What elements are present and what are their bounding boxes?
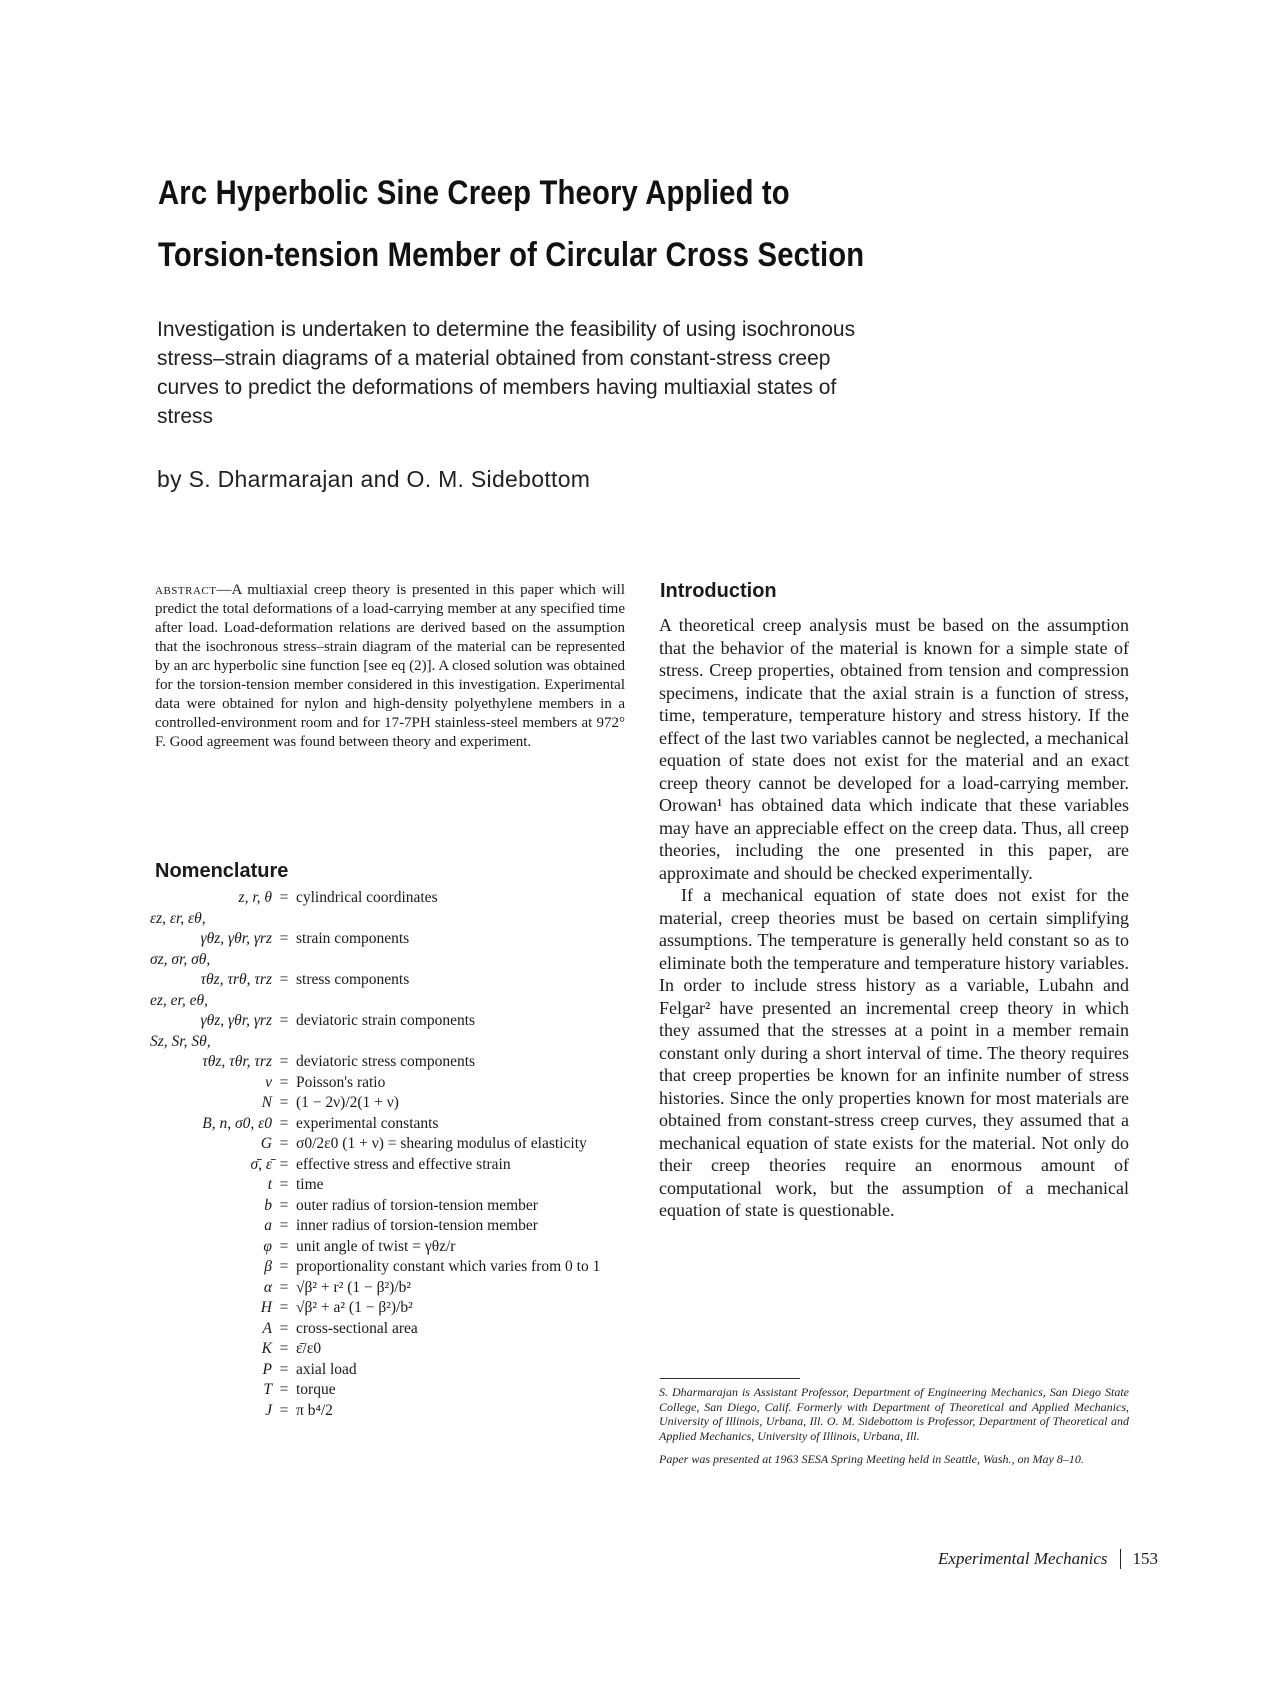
- nomenclature-symbol: γθz, γθr, γrz: [200, 1012, 272, 1029]
- nomenclature-definition: inner radius of torsion-tension member: [296, 1217, 538, 1234]
- nomenclature-row: [150, 1380, 628, 1401]
- nomenclature-row: [150, 1339, 628, 1360]
- nomenclature-row: [150, 1052, 628, 1073]
- nomenclature-row: [150, 1257, 628, 1278]
- presentation-footnote: Paper was presented at 1963 SESA Spring Meeting held in Seattle, Wash., on May 8–10.: [659, 1452, 1084, 1466]
- introduction-body: [659, 614, 1129, 1222]
- nomenclature-row: [150, 1237, 628, 1258]
- abstract-text: —A multiaxial creep theory is presented in this paper which will predict the total deformations of a load-carrying member at any specified time after load. Load-deformation relations are derived based on the assumption that the isochronous stress–strain diagram of the material can be represented by an arc hyperbolic sine function [see eq (2)]. A closed solution was obtained for the torsion-tension member considered in this investigation. Experimental data were obtained for nylon and high-density polyethylene members in a controlled-environment room and for 17-7PH stainless-steel members at 972° F. Good agreement was found between theory and experiment.: [155, 582, 625, 750]
- nomenclature-definition: effective stress and effective strain: [296, 1155, 511, 1173]
- title-line-1: Arc Hyperbolic Sine Creep Theory Applied to: [158, 174, 790, 212]
- nomenclature-row: [150, 1360, 628, 1381]
- nomenclature-symbol: T: [263, 1381, 272, 1398]
- nomenclature-definition: ε̄/ε0: [296, 1340, 322, 1357]
- nomenclature-symbol: t: [267, 1176, 272, 1193]
- journal-name: Experimental Mechanics: [938, 1549, 1108, 1568]
- nomenclature-symbol: P: [262, 1360, 272, 1378]
- equals-sign: =: [279, 1340, 289, 1357]
- nomenclature-symbol: α: [263, 1278, 272, 1296]
- nomenclature-definition: √β² + a² (1 − β²)/b²: [296, 1299, 413, 1316]
- nomenclature-row: [150, 1401, 628, 1422]
- nomenclature-row: [150, 1093, 628, 1114]
- equals-sign: =: [279, 1196, 289, 1214]
- nomenclature-symbol: B, n, σ0, ε0: [202, 1114, 272, 1132]
- nomenclature-definition: deviatoric stress components: [296, 1053, 476, 1070]
- footer-divider: [1120, 1549, 1121, 1569]
- nomenclature-symbol: σ̄, ε̄: [250, 1155, 272, 1173]
- equals-sign: =: [279, 1401, 289, 1419]
- equals-sign: =: [279, 1176, 289, 1193]
- equals-sign: =: [279, 930, 289, 947]
- abstract: [155, 581, 625, 752]
- equals-sign: =: [279, 1073, 289, 1091]
- equals-sign: =: [279, 1094, 289, 1111]
- nomenclature-row: [150, 1298, 628, 1319]
- footnote-divider: [660, 1378, 800, 1379]
- nomenclature-lead-symbols: ez, er, eθ,: [150, 991, 208, 1009]
- nomenclature-definition: cross-sectional area: [296, 1319, 418, 1337]
- nomenclature-lead-symbols: σz, σr, σθ,: [150, 950, 211, 968]
- equals-sign: =: [279, 1053, 289, 1070]
- equals-sign: =: [279, 889, 289, 906]
- nomenclature-row: [150, 970, 628, 991]
- nomenclature-row: [150, 1114, 628, 1135]
- equals-sign: =: [279, 1217, 289, 1234]
- nomenclature-definition: unit angle of twist = γθz/r: [296, 1237, 456, 1255]
- nomenclature-definition: √β² + r² (1 − β²)/b²: [296, 1278, 412, 1296]
- nomenclature-row: [150, 1278, 628, 1299]
- nomenclature-row: [150, 1155, 628, 1176]
- introduction-paragraph-2: If a mechanical equation of state does not exist for the material, creep theories must be based on certain simplifying assumptions. The temperature is generally held constant so as to eliminate both the temperature and temperature history variables. In order to include stress history as a variable, Lubahn and Felgar² have presented an incremental creep theory in which they assumed that the stresses at a point in a member remain constant only during a short interval of time. The theory requires that creep properties be known for an infinite number of stress histories. Since the only properties known for most materials are obtained from constant-stress creep curves, they assumed that a mechanical equation of state exists for the material. Not only do their creep theories require an enormous amount of computational work, but the assumption of a mechanical equation of state is questionable.: [659, 885, 1129, 1220]
- nomenclature-definition: π b⁴/2: [296, 1401, 333, 1419]
- nomenclature-symbol: G: [260, 1135, 272, 1152]
- nomenclature-lead-row: [150, 1032, 628, 1053]
- nomenclature-definition: torque: [296, 1381, 336, 1398]
- nomenclature-definition: strain components: [296, 930, 410, 947]
- page-number: 153: [1132, 1549, 1158, 1568]
- introduction-paragraph-1: A theoretical creep analysis must be based on the assumption that the behavior of the material is known for a simple state of stress. Creep properties, obtained from tension and compression specimens, indicate that the axial strain is a function of stress, time, temperature, temperature history and stress history. If the effect of the last two variables cannot be neglected, a mechanical equation of state does not exist for the material and an exact creep theory cannot be developed for a load-carrying member. Orowan¹ has obtained data which indicate that these variables may have an appreciable effect on the creep data. Thus, all creep theories, including the one presented in this paper, are approximate and should be checked experimentally.: [659, 615, 1129, 883]
- nomenclature-definition: axial load: [296, 1360, 357, 1378]
- abstract-label: abstract: [155, 582, 217, 598]
- author-byline: by S. Dharmarajan and O. M. Sidebottom: [157, 466, 591, 492]
- equals-sign: =: [279, 1381, 289, 1398]
- nomenclature-row: [150, 1319, 628, 1340]
- nomenclature-row: [150, 1216, 628, 1237]
- nomenclature-lead-symbols: Sz, Sr, Sθ,: [150, 1032, 211, 1050]
- nomenclature-lead-symbols: εz, εr, εθ,: [150, 909, 206, 927]
- equals-sign: =: [279, 1155, 289, 1173]
- nomenclature-lead-row: [150, 991, 628, 1012]
- nomenclature-row: [150, 1011, 628, 1032]
- nomenclature-symbol: ν: [265, 1073, 272, 1091]
- nomenclature-symbol: z, r, θ: [238, 889, 272, 906]
- nomenclature-list: [150, 888, 628, 1421]
- article-title: [158, 162, 864, 286]
- equals-sign: =: [279, 1258, 289, 1275]
- nomenclature-definition: proportionality constant which varies from 0 to 1: [296, 1258, 601, 1275]
- nomenclature-symbol: τθz, τrθ, τrz: [200, 971, 272, 988]
- nomenclature-definition: experimental constants: [296, 1114, 439, 1132]
- nomenclature-symbol: H: [260, 1299, 272, 1316]
- nomenclature-row: [150, 1134, 628, 1155]
- nomenclature-row: [150, 929, 628, 950]
- equals-sign: =: [279, 1012, 289, 1029]
- nomenclature-row: [150, 888, 628, 909]
- equals-sign: =: [279, 971, 289, 988]
- equals-sign: =: [279, 1114, 289, 1132]
- nomenclature-definition: (1 − 2ν)/2(1 + ν): [296, 1094, 399, 1111]
- equals-sign: =: [279, 1237, 289, 1255]
- page-footer: [938, 1549, 1158, 1569]
- nomenclature-definition: deviatoric strain components: [296, 1012, 476, 1029]
- nomenclature-symbol: J: [265, 1401, 272, 1419]
- equals-sign: =: [279, 1299, 289, 1316]
- nomenclature-row: [150, 1196, 628, 1217]
- nomenclature-heading: Nomenclature: [155, 860, 289, 882]
- equals-sign: =: [279, 1135, 289, 1152]
- nomenclature-definition: σ0/2ε0 (1 + ν) = shearing modulus of elasticity: [296, 1135, 587, 1152]
- article-subtitle: Investigation is undertaken to determine the feasibility of using isochronous stress–strain diagrams of a material obtained from constant-stress creep curves to predict the deformations of members having multiaxial states of stress: [157, 318, 856, 428]
- author-affiliation-footnote: S. Dharmarajan is Assistant Professor, Department of Engineering Mechanics, San Diego State College, San Diego, Calif. Formerly with Department of Theoretical and Applied Mechanics, University of Illinois, Urbana, Ill. O. M. Sidebottom is Professor, Department of Theoretical and Applied Mechanics, University of Illinois, Urbana, Ill.: [659, 1385, 1129, 1443]
- equals-sign: =: [279, 1319, 289, 1337]
- nomenclature-symbol: τθz, τθr, τrz: [202, 1053, 272, 1070]
- nomenclature-definition: time: [296, 1176, 324, 1193]
- nomenclature-lead-row: [150, 950, 628, 971]
- nomenclature-row: [150, 1175, 628, 1196]
- equals-sign: =: [279, 1360, 289, 1378]
- nomenclature-symbol: β: [264, 1258, 272, 1275]
- nomenclature-definition: stress components: [296, 971, 410, 988]
- nomenclature-definition: cylindrical coordinates: [296, 889, 438, 906]
- title-line-2: Torsion-tension Member of Circular Cross Section: [158, 236, 865, 274]
- nomenclature-row: [150, 1073, 628, 1094]
- nomenclature-definition: outer radius of torsion-tension member: [296, 1196, 538, 1214]
- nomenclature-symbol: a: [264, 1217, 272, 1234]
- nomenclature-symbol: A: [262, 1319, 272, 1337]
- nomenclature-symbol: φ: [263, 1237, 272, 1255]
- nomenclature-definition: Poisson's ratio: [296, 1073, 386, 1091]
- introduction-heading: Introduction: [660, 580, 777, 602]
- nomenclature-symbol: b: [264, 1196, 272, 1214]
- equals-sign: =: [279, 1278, 289, 1296]
- nomenclature-symbol: N: [261, 1094, 272, 1111]
- nomenclature-symbol: K: [261, 1340, 272, 1357]
- nomenclature-symbol: γθz, γθr, γrz: [200, 930, 272, 947]
- nomenclature-lead-row: [150, 909, 628, 930]
